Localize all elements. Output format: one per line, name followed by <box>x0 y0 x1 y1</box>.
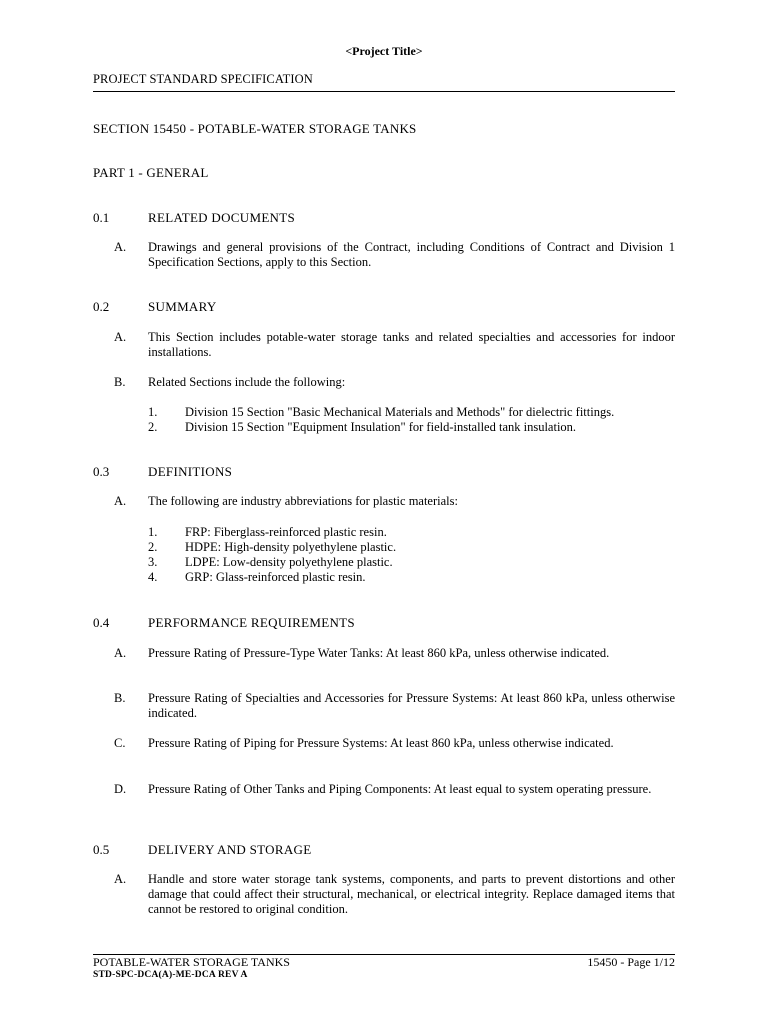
list-item-number: 2. <box>148 420 158 434</box>
list-item-text: LDPE: Low-density polyethylene plastic. <box>185 555 393 569</box>
paragraph-label: C. <box>114 736 126 750</box>
list-item-text: FRP: Fiberglass-reinforced plastic resin. <box>185 525 387 539</box>
paragraph-label: A. <box>114 646 127 660</box>
project-title: <Project Title> <box>345 44 423 58</box>
list-item-number: 4. <box>148 570 158 584</box>
list-item-number: 1. <box>148 525 158 539</box>
list-item-text: GRP: Glass-reinforced plastic resin. <box>185 570 366 584</box>
paragraph-text: Related Sections include the following: <box>148 375 346 389</box>
header-rule <box>93 91 675 92</box>
article-title: SUMMARY <box>148 299 217 314</box>
paragraph-label: D. <box>114 782 127 796</box>
paragraph-text: Pressure Rating of Piping for Pressure Systems: At least 860 kPa, unless otherwise indicated. <box>148 736 614 750</box>
list-item-number: 2. <box>148 540 158 554</box>
paragraph-text: Drawings and general provisions of the Contract, including Conditions of Contract and Division 1 Specification Sections, apply to this Section. <box>148 240 675 269</box>
list-item-number: 1. <box>148 405 158 419</box>
paragraph-label: A. <box>114 330 127 344</box>
paragraph-text: The following are industry abbreviations for plastic materials: <box>148 494 458 508</box>
list-item-text: Division 15 Section "Basic Mechanical Materials and Methods" for dielectric fittings. <box>185 405 615 419</box>
paragraph-label: A. <box>114 494 127 508</box>
document-page <box>93 0 675 1024</box>
article-title: DELIVERY AND STORAGE <box>148 842 312 857</box>
paragraph-label: B. <box>114 691 126 705</box>
paragraph-label: B. <box>114 375 126 389</box>
paragraph-text: Pressure Rating of Other Tanks and Piping Components: At least equal to system operating pressure. <box>148 782 652 796</box>
paragraph-text: This Section includes potable-water storage tanks and related specialties and accessories for indoor installations. <box>148 330 675 359</box>
standard-spec-label: PROJECT STANDARD SPECIFICATION <box>93 72 313 86</box>
footer-page-number: 15450 - Page 1/12 <box>587 955 675 969</box>
list-item-text: Division 15 Section "Equipment Insulation" for field-installed tank insulation. <box>185 420 577 434</box>
article-title: RELATED DOCUMENTS <box>148 210 296 225</box>
paragraph-text: Pressure Rating of Specialties and Accessories for Pressure Systems: At least 860 kPa, unless otherwise indicated. <box>148 691 675 720</box>
article-title: DEFINITIONS <box>148 464 233 479</box>
article-title: PERFORMANCE REQUIREMENTS <box>148 615 355 630</box>
article-number: 0.1 <box>93 210 110 225</box>
paragraph-text: Pressure Rating of Pressure-Type Water Tanks: At least 860 kPa, unless otherwise indicated. <box>148 646 610 660</box>
paragraph-text: Handle and store water storage tank systems, components, and parts to prevent distortions and other damage that could affect their structural, mechanical, or electrical integrity. Replace damaged items that cannot be restored to original condition. <box>148 872 675 916</box>
part-title: PART 1 - GENERAL <box>93 165 209 180</box>
paragraph-label: A. <box>114 872 127 886</box>
article-number: 0.4 <box>93 615 110 630</box>
article-number: 0.5 <box>93 842 110 857</box>
list-item-number: 3. <box>148 555 158 569</box>
section-title: SECTION 15450 - POTABLE-WATER STORAGE TANKS <box>93 121 417 136</box>
article-number: 0.3 <box>93 464 110 479</box>
footer-section-title: POTABLE-WATER STORAGE TANKS <box>93 955 290 969</box>
footer-document-code: STD-SPC-DCA(A)-ME-DCA REV A <box>93 970 248 980</box>
article-number: 0.2 <box>93 299 110 314</box>
list-item-text: HDPE: High-density polyethylene plastic. <box>185 540 397 554</box>
paragraph-label: A. <box>114 240 127 254</box>
